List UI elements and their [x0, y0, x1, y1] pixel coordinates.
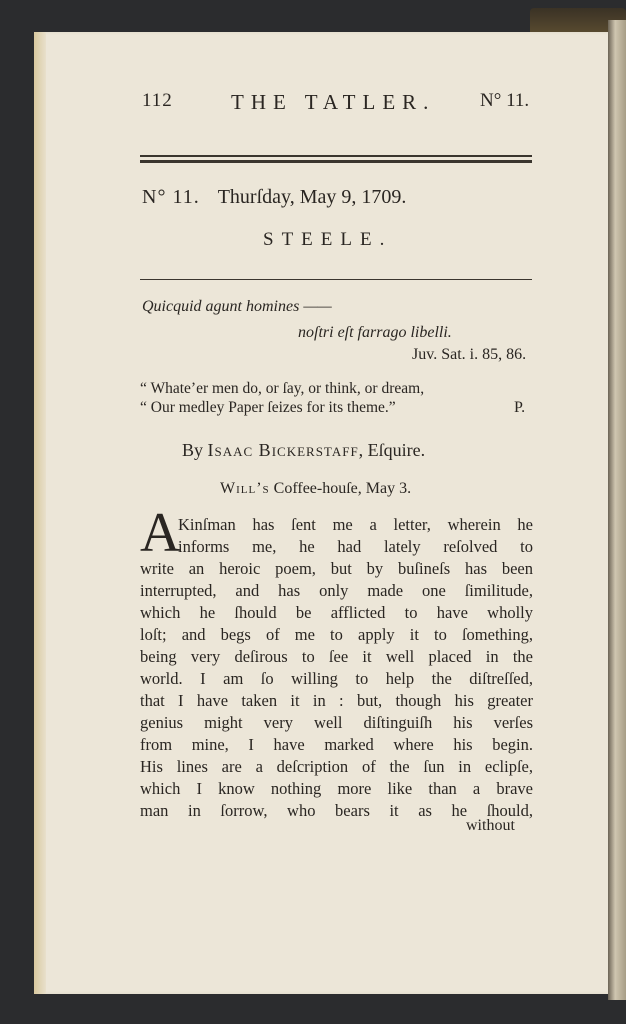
byline-prefix: By — [182, 440, 204, 460]
body-line: man in ſorrow, who bears it as he ſhould, — [140, 801, 533, 820]
motto-line-2: noſtri eſt farrago libelli. — [298, 324, 452, 341]
running-head — [0, 90, 626, 116]
body-line: which he ſhould be afflicted to have wholly — [140, 603, 533, 622]
body-line: being very deſirous to ſee it well placed in the — [140, 647, 533, 666]
dateline — [220, 480, 411, 498]
issue-date: Thurſday, May 9, 1709. — [217, 186, 407, 208]
body-line: which I know nothing more like than a brave — [140, 779, 533, 798]
body-line: that I have taken it in : but, though his greater — [140, 691, 533, 710]
body-line: His lines are a deſcription of the ſun in eclipſe, — [140, 757, 533, 776]
section-rule — [140, 279, 532, 280]
facing-page-edge — [608, 20, 626, 1000]
book-page — [34, 32, 608, 994]
body-line: world. I am ſo willing to help the diſtreſſed, — [140, 669, 533, 688]
byline-name: Isaac Bickerstaff — [207, 440, 359, 460]
byline — [182, 440, 425, 461]
translator-signature: P. — [514, 399, 526, 416]
double-rule-bottom — [140, 160, 532, 163]
byline-suffix: , Eſquire. — [358, 440, 426, 460]
catchword: without — [466, 817, 515, 834]
body-line: Kinſman has ſent me a letter, wherein he — [178, 515, 533, 534]
body-line: from mine, I have marked where his begin. — [140, 735, 533, 754]
issue-number: N° 11. — [142, 186, 200, 208]
translation-line-2: “ Our medley Paper ſeizes for its theme.” — [140, 399, 396, 416]
motto-line-1: Quicquid agunt homines —— — [142, 298, 332, 315]
drop-cap: A — [140, 502, 181, 564]
page-number: 112 — [142, 90, 173, 111]
body-line: write an heroic poem, but by buſineſs has been — [140, 559, 533, 578]
page-gutter — [34, 32, 46, 994]
dateline-rest: Coffee-houſe, May 3. — [269, 480, 412, 497]
body-line: loſt; and begs of me to apply it to ſomething, — [140, 625, 533, 644]
double-rule-top — [140, 155, 532, 157]
publication-title: THE TATLER. — [231, 90, 436, 114]
body-line: interrupted, and has only made one ſimilitude, — [140, 581, 533, 600]
dateline-place: Will’s — [220, 480, 270, 497]
issue-heading — [142, 186, 406, 209]
motto-source: Juv. Sat. i. 85, 86. — [412, 346, 527, 363]
issue-number-head: N° 11. — [480, 90, 530, 111]
body-line: informs me, he had lately reſolved to — [178, 537, 533, 556]
author-name: STEELE. — [263, 229, 393, 250]
body-line: genius might very well diſtinguiſh his verſes — [140, 713, 533, 732]
translation-line-1: “ Whate’er men do, or ſay, or think, or dream, — [140, 380, 425, 397]
